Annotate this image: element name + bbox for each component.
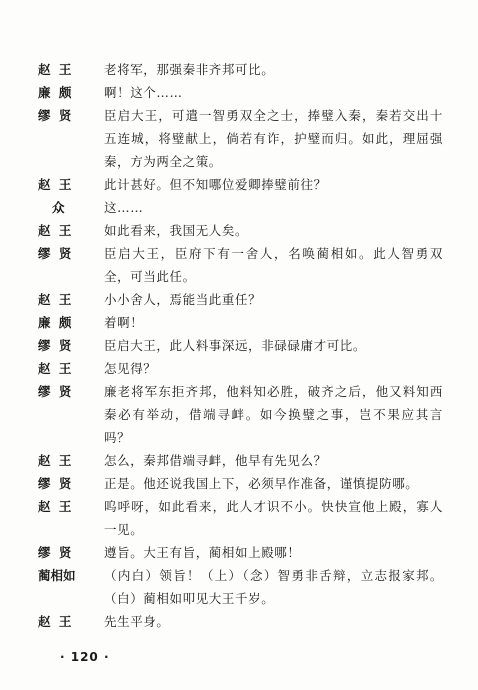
speaker-name: 蔺相如 bbox=[38, 568, 76, 583]
dialogue-entry bbox=[38, 196, 443, 219]
speaker-name: 赵 王 bbox=[38, 223, 74, 238]
dialogue-entry bbox=[38, 104, 443, 173]
speaker-name: 缪 贤 bbox=[38, 108, 74, 123]
speaker-name: 众 bbox=[52, 200, 67, 215]
dialogue-line: 先生平身。 bbox=[104, 614, 170, 629]
speaker-name: 赵 王 bbox=[38, 177, 74, 192]
speaker-name: 赵 王 bbox=[38, 453, 74, 468]
dialogue-entry bbox=[38, 81, 443, 104]
dialogue-line: 这…… bbox=[104, 200, 144, 215]
dialogue-entry bbox=[38, 242, 443, 288]
dialogue-entry bbox=[38, 541, 443, 564]
page-number: · 120 · bbox=[60, 650, 110, 664]
speaker-name: 廉 颇 bbox=[38, 315, 74, 330]
speaker-name: 赵 王 bbox=[38, 62, 74, 77]
dialogue-entry bbox=[38, 495, 443, 541]
dialogue-line: 呜呼呀，如此看来，此人才识不小。快快宣他上殿，寡人一见。 bbox=[104, 499, 443, 537]
speaker-name: 缪 贤 bbox=[38, 246, 74, 261]
speaker-name: 缪 贤 bbox=[38, 476, 74, 491]
dialogue-line: 着啊！ bbox=[104, 315, 144, 330]
speaker-name: 缪 贤 bbox=[38, 384, 74, 399]
dialogue-line: 臣启大王，可遣一智勇双全之士，捧璧入秦，秦若交出十五连城，将璧献上，倘若有诈，护璧而归。如此，理屈强秦，方为两全之策。 bbox=[104, 108, 443, 169]
speaker-name: 赵 王 bbox=[38, 614, 74, 629]
dialogue-line: 遵旨。大王有旨，蔺相如上殿哪！ bbox=[104, 545, 301, 560]
dialogue-line: 臣启大王，此人料事深远，非碌碌庸才可比。 bbox=[104, 338, 367, 353]
dialogue-line: 此计甚好。但不知哪位爱卿捧璧前往？ bbox=[104, 177, 327, 192]
speaker-name: 赵 王 bbox=[38, 361, 74, 376]
dialogue-entry bbox=[38, 334, 443, 357]
dialogue-line: 正是。他还说我国上下，必须早作准备，谨慎提防哪。 bbox=[104, 476, 419, 491]
dialogue-line: 如此看来，我国无人矣。 bbox=[104, 223, 249, 238]
dialogue-entry bbox=[38, 449, 443, 472]
dialogue-entry bbox=[38, 380, 443, 449]
dialogue-entry bbox=[38, 311, 443, 334]
speaker-name: 缪 贤 bbox=[38, 338, 74, 353]
dialogue-line: 廉老将军东拒齐邦，他料知必胜，破齐之后，他又料知西秦必有举动，借端寻衅。如今换璧之事，岂不果应其言吗？ bbox=[104, 384, 443, 445]
dialogue-line: 老将军，那强秦非齐邦可比。 bbox=[104, 62, 275, 77]
dialogue-line: 啊！这个…… bbox=[104, 85, 183, 100]
dialogue-line: 小小舍人，焉能当此重任？ bbox=[104, 292, 262, 307]
dialogue-line: （内白）领旨！（上）（念）智勇非舌辩，立志报家邦。（白）蔺相如叩见大王千岁。 bbox=[104, 568, 443, 606]
dialogue-line: 怎么，秦邦借端寻衅，他早有先见么？ bbox=[104, 453, 327, 468]
dialogue-line: 臣启大王，臣府下有一舍人，名唤蔺相如。此人智勇双全，可当此任。 bbox=[104, 246, 443, 284]
speaker-name: 赵 王 bbox=[38, 499, 74, 514]
dialogue-entry bbox=[38, 610, 443, 633]
speaker-name: 廉 颇 bbox=[38, 85, 74, 100]
speaker-name: 缪 贤 bbox=[38, 545, 74, 560]
dialogue-entry bbox=[38, 58, 443, 81]
dialogue-entry bbox=[38, 173, 443, 196]
speaker-name: 赵 王 bbox=[38, 292, 74, 307]
dialogue-entry bbox=[38, 472, 443, 495]
dialogue-entry bbox=[38, 288, 443, 311]
dialogue-line: 怎见得？ bbox=[104, 361, 157, 376]
dialogue-entry bbox=[38, 219, 443, 242]
script-body bbox=[38, 58, 443, 633]
dialogue-entry bbox=[38, 564, 443, 610]
dialogue-entry bbox=[38, 357, 443, 380]
